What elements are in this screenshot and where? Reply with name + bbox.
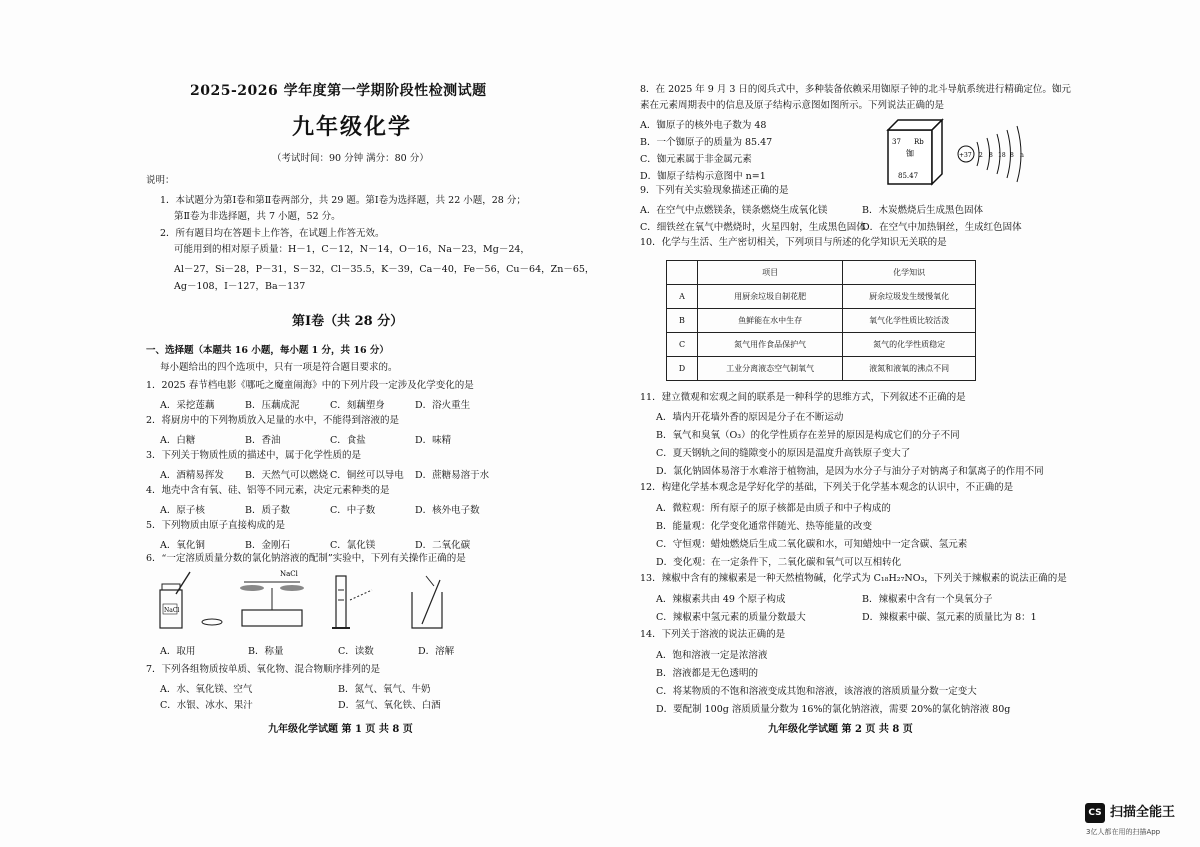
table-cell: 液氮和液氧的沸点不同: [843, 357, 976, 381]
option: B．一个铷原子的质量为 85.47: [640, 137, 773, 148]
option: B．木炭燃烧后生成黑色固体: [862, 205, 983, 216]
option: B．辣椒素中含有一个臭氧分子: [862, 594, 993, 605]
option: B．氮气、氧气、牛奶: [338, 684, 431, 695]
option: B．称量: [248, 646, 284, 657]
option: A．酒精易挥发: [160, 470, 224, 481]
option: D．蔗糖易溶于水: [415, 470, 490, 481]
atomic-number: 37: [892, 138, 901, 146]
question-10: 10．化学与生活、生产密切相关，下列项目与所述的化学知识无关联的是: [640, 237, 947, 248]
shell-count: n: [1020, 152, 1024, 159]
shell-count: 2: [979, 152, 983, 159]
option: A．原子核: [160, 505, 205, 516]
option: B．压藕成泥: [245, 400, 300, 411]
beaker-icon: [412, 576, 442, 628]
option: D．味精: [415, 435, 452, 446]
option: A．墙内开花墙外香的原因是分子在不断运动: [656, 412, 844, 423]
note-line: 2．所有题目均在答题卡上作答，在试题上作答无效。: [160, 228, 385, 239]
question-9: 9．下列有关实验现象描述正确的是: [640, 185, 789, 196]
nucleus-charge: +37: [959, 152, 972, 159]
option: C．夏天钢轨之间的缝隙变小的原因是温度升高铁原子变大了: [656, 448, 911, 459]
table-row: [667, 285, 976, 309]
shell-count: 18: [998, 152, 1006, 159]
option: C．刻藕塑身: [330, 400, 385, 411]
option: D．铷原子结构示意图中 n=1: [640, 171, 766, 182]
option: D．浴火重生: [415, 400, 471, 411]
element-symbol: Rb: [914, 138, 924, 146]
subject-title: 九年级化学: [292, 115, 413, 140]
table-header: [667, 261, 698, 285]
option: D．变化观：在一定条件下，二氧化碳和氧气可以互相转化: [656, 557, 902, 568]
option: C．读数: [338, 646, 374, 657]
note-line: Ag－108，I－127，Ba－137: [174, 281, 306, 292]
balance-icon: [240, 570, 304, 626]
jar-label: NaCl: [164, 607, 180, 614]
scanner-brand: 扫描全能王: [1110, 805, 1176, 820]
table-row: [667, 333, 976, 357]
option: D．氯化钠固体易溶于水难溶于植物油，是因为水分子与油分子对钠离子和氯离子的作用不同: [656, 466, 1044, 477]
question-7: 7．下列各组物质按单质、氧化物、混合物顺序排列的是: [146, 664, 381, 675]
note-line: 第Ⅱ卷为非选择题，共 7 小题，52 分。: [174, 211, 341, 222]
option: C．食盐: [330, 435, 366, 446]
table-cell: D: [667, 357, 698, 381]
section-title: 第Ⅰ卷（共 28 分）: [292, 314, 404, 329]
element-name: 铷: [906, 149, 914, 158]
table-cell: 氮气的化学性质稳定: [843, 333, 976, 357]
question-12: 12．构建化学基本观念是学好化学的基础，下列关于化学基本观念的认识中，不正确的是: [640, 482, 1014, 493]
option: A．铷原子的核外电子数为 48: [640, 120, 767, 131]
graduated-cylinder-icon: [332, 576, 372, 628]
q6-figures: [150, 570, 480, 640]
option: A．辣椒素共由 49 个原子构成: [656, 594, 786, 605]
shell-count: 8: [1010, 152, 1014, 159]
option: B．天然气可以燃烧: [245, 470, 328, 481]
option: C．铜丝可以导电: [330, 470, 404, 481]
element-cell-icon: [888, 120, 942, 184]
note-line: Al－27，Si－28，P－31，S－32，Cl－35.5，K－39，Ca－40，Fe－56，Cu－64，Zn－65，: [174, 264, 595, 275]
option: B．质子数: [245, 505, 290, 516]
table-cell: A: [667, 285, 698, 309]
table-cell: C: [667, 333, 698, 357]
option: C．水银、冰水、果汁: [160, 700, 253, 711]
option: B．金刚石: [245, 540, 290, 551]
option: A．饱和溶液一定是浓溶液: [656, 650, 768, 661]
note-line: 1．本试题分为第Ⅰ卷和第Ⅱ卷两部分，共 29 题。第Ⅰ卷为选择题，共 22 小题，28 分；: [160, 195, 526, 206]
question-14: 14．下列关于溶液的说法正确的是: [640, 629, 786, 640]
option: A．氧化铜: [160, 540, 205, 551]
option: B．溶液都是无色透明的: [656, 668, 758, 679]
option: C．氯化镁: [330, 540, 376, 551]
question-6: 6．“一定溶质质量分数的氯化钠溶液的配制”实验中，下列有关操作正确的是: [146, 553, 466, 564]
option: C．守恒观：蜡烛燃烧后生成二氧化碳和水，可知蜡烛中一定含碳、氢元素: [656, 539, 968, 550]
question-1: 1．2025 春节档电影《哪吒之魔童闹海》中的下列片段一定涉及化学变化的是: [146, 380, 474, 391]
option: D．辣椒素中碳、氢元素的质量比为 8：1: [862, 612, 1037, 623]
part-note: 每小题给出的四个选项中，只有一项是符合题目要求的。: [160, 362, 398, 373]
option: D．氢气、氧化铁、白酒: [338, 700, 441, 711]
table-cell: 鱼鲜能在水中生存: [698, 309, 843, 333]
option: A．在空气中点燃镁条，镁条燃烧生成氧化镁: [640, 205, 828, 216]
rubidium-figure: [884, 118, 1034, 188]
table-cell: 用厨余垃圾自制花肥: [698, 285, 843, 309]
note-line: 可能用到的相对原子质量：H－1，C－12，N－14，O－16，Na－23，Mg－24，: [174, 244, 530, 255]
atom-structure-icon: [958, 126, 1024, 182]
atomic-mass: 85.47: [898, 172, 919, 180]
question-8-cont: 素在元素周期表中的信息及原子结构示意图如图所示。下列说法正确的是: [640, 100, 945, 111]
table-header-row: [667, 261, 976, 285]
option: C．中子数: [330, 505, 376, 516]
shell-count: 8: [989, 152, 993, 159]
page-footer: 九年级化学试题 第 2 页 共 8 页: [768, 724, 913, 735]
scanner-logo-icon: CS: [1085, 803, 1105, 823]
question-4: 4．地壳中含有氧、硅、铝等不同元素，决定元素种类的是: [146, 485, 390, 496]
question-3: 3．下列关于物质性质的描述中，属于化学性质的是: [146, 450, 362, 461]
scanner-tagline: 3亿人都在用的扫描App: [1086, 828, 1161, 836]
option: C．细铁丝在氧气中燃烧时，火星四射，生成黑色固体: [640, 222, 866, 233]
option: B．氧气和臭氧（O₃）的化学性质存在差异的原因是构成它们的分子不同: [656, 430, 960, 441]
exam-title: 2025-2026 学年度第一学期阶段性检测试题: [190, 83, 487, 99]
option: D．要配制 100g 溶质质量分数为 16%的氯化钠溶液，需要 20%的氯化钠溶液 80g: [656, 704, 1011, 715]
question-5: 5．下列物质由原子直接构成的是: [146, 520, 286, 531]
question-8: 8．在 2025 年 9 月 3 日的阅兵式中，多种装备依赖采用铷原子钟的北斗导航系统进行精确定位。铷元: [640, 84, 1071, 95]
table-header: 项目: [698, 261, 843, 285]
option: B．能量观：化学变化通常伴随光、热等能量的改变: [656, 521, 872, 532]
table-row: [667, 309, 976, 333]
option: A．取用: [160, 646, 196, 657]
option: C．铷元素属于非金属元素: [640, 154, 752, 165]
option: C．将某物质的不饱和溶液变成其饱和溶液，该溶液的溶质质量分数一定变大: [656, 686, 977, 697]
table-cell: 工业分离液态空气制氧气: [698, 357, 843, 381]
reagent-jar-icon: [160, 572, 222, 628]
knowledge-table: [666, 260, 976, 381]
exam-info: （考试时间：90 分钟 满分：80 分）: [272, 153, 429, 164]
option: B．香油: [245, 435, 281, 446]
table-cell: 氧气化学性质比较活泼: [843, 309, 976, 333]
question-13: 13．辣椒中含有的辣椒素是一种天然植物碱，化学式为 C₁₈H₂₇NO₃，下列关于辣椒素的说法正确的是: [640, 573, 1067, 584]
option: A．水、氧化镁、空气: [160, 684, 253, 695]
balance-label: NaCl: [280, 570, 298, 578]
question-11: 11．建立微观和宏观之间的联系是一种科学的思维方式，下列叙述不正确的是: [640, 392, 966, 403]
option: D．溶解: [418, 646, 455, 657]
table-cell: 氮气用作食品保护气: [698, 333, 843, 357]
option: D．二氧化碳: [415, 540, 471, 551]
part-title: 一、选择题（本题共 16 小题，每小题 1 分，共 16 分）: [146, 345, 389, 356]
option: D．在空气中加热铜丝，生成红色固体: [862, 222, 1022, 233]
question-2: 2．将厨房中的下列物质放入足量的水中，不能得到溶液的是: [146, 415, 400, 426]
table-cell: B: [667, 309, 698, 333]
option: A．白糖: [160, 435, 196, 446]
option: A．采挖莲藕: [160, 400, 215, 411]
table-row: [667, 357, 976, 381]
option: A．微粒观：所有原子的原子核都是由质子和中子构成的: [656, 503, 891, 514]
table-header: 化学知识: [843, 261, 976, 285]
page-footer: 九年级化学试题 第 1 页 共 8 页: [268, 724, 413, 735]
notes-label: 说明：: [146, 175, 175, 186]
option: C．辣椒素中氢元素的质量分数最大: [656, 612, 806, 623]
option: D．核外电子数: [415, 505, 480, 516]
table-cell: 厨余垃圾发生缓慢氧化: [843, 285, 976, 309]
